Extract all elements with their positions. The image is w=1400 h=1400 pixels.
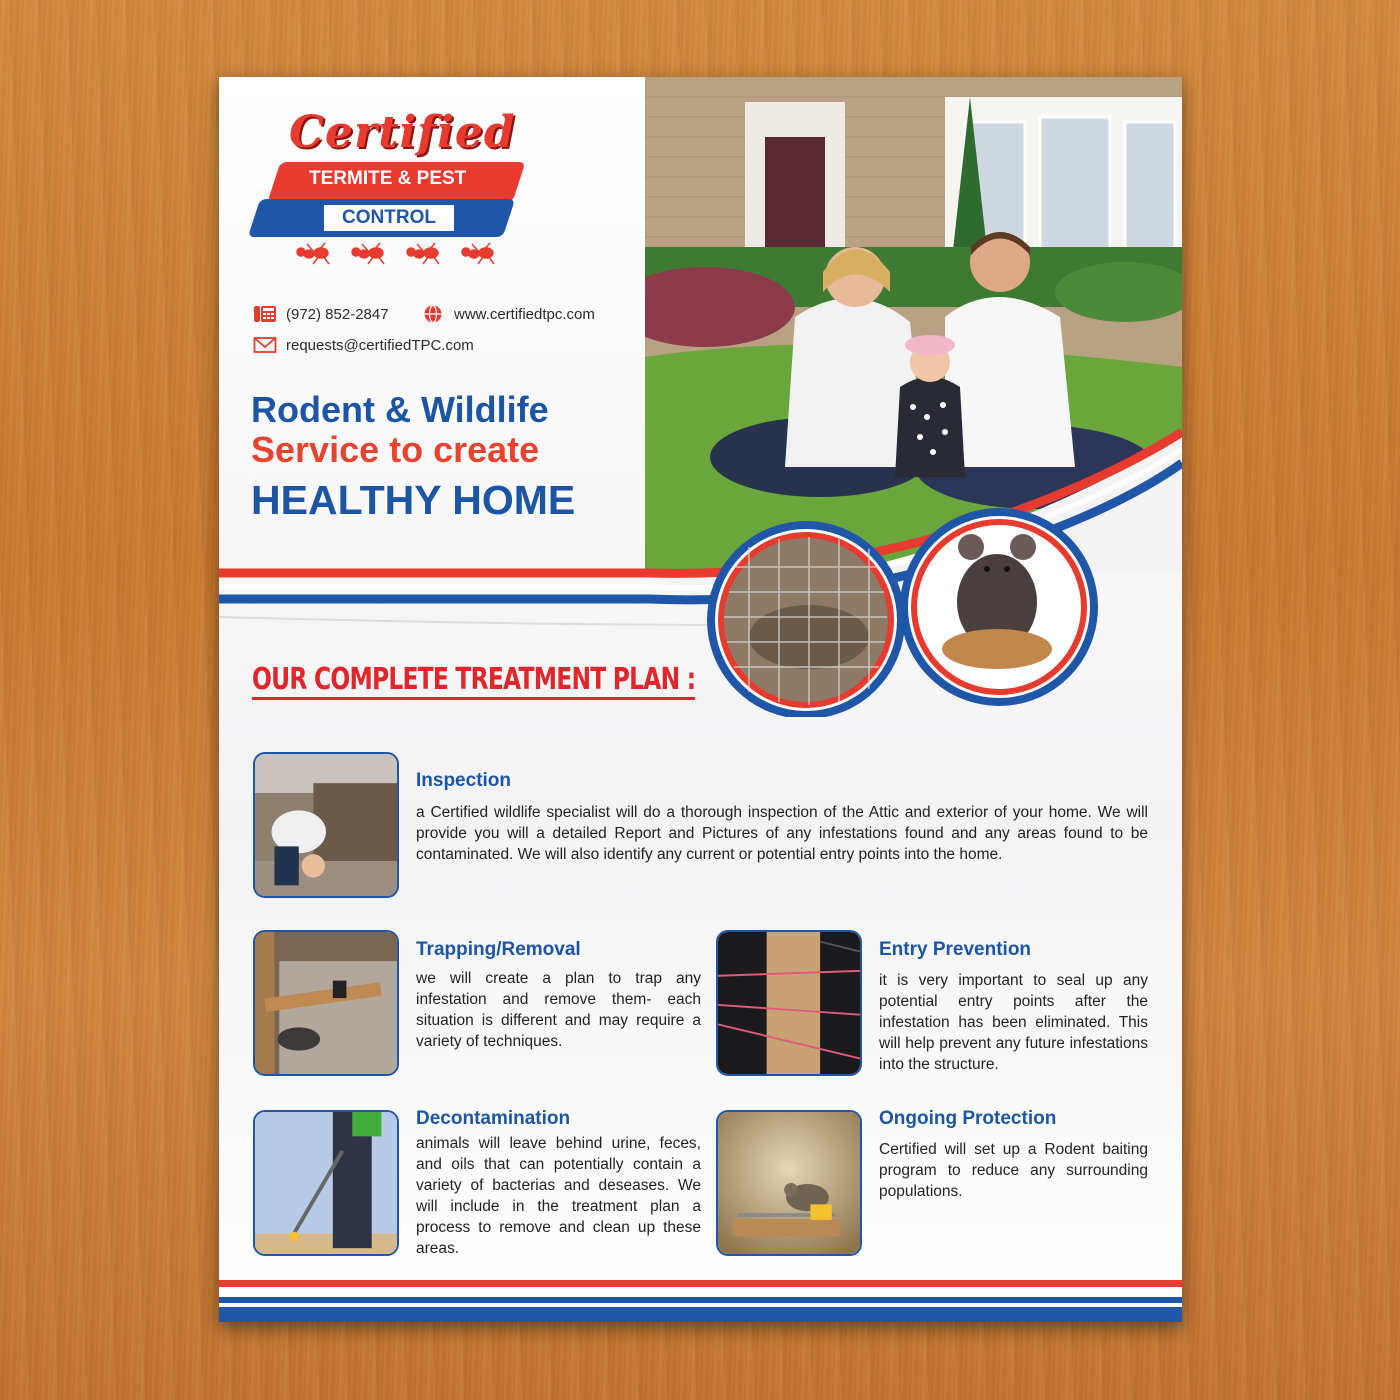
ongoing-protection-title: Ongoing Protection <box>879 1108 1057 1129</box>
inspection-text: a Certified wildlife specialist will do a thorough inspection of the Attic and exterior of your home. We will provide you will a detailed Report and Pictures of any infestations found and any areas found to be contaminated. We will also identify any current or potential entry points into the home. <box>416 804 1148 863</box>
ongoing-protection-photo <box>716 1110 862 1256</box>
trapping-photo <box>253 930 399 1076</box>
inspection-image <box>255 754 397 896</box>
treatment-plan-title: OUR COMPLETE TREATMENT PLAN : <box>252 662 695 700</box>
logo-tagline-1: TERMITE & PEST <box>309 168 467 189</box>
trapping-text: we will create a plan to trap any infestation and remove them- each situation is different and may require a variety of techniques. <box>416 970 701 1050</box>
headline-line-1: Rodent & Wildlife <box>251 389 549 430</box>
footer-stripes <box>219 1280 1182 1322</box>
decontamination-image <box>255 1112 397 1254</box>
email-link[interactable]: requests@certifiedTPC.com <box>286 336 474 354</box>
inspection-title: Inspection <box>416 770 512 791</box>
entry-prevention-photo <box>716 930 862 1076</box>
email-row <box>253 335 474 355</box>
ongoing-protection-image <box>718 1112 860 1254</box>
phone-number[interactable]: (972) 852-2847 <box>286 305 389 323</box>
phone-icon <box>253 304 277 324</box>
envelope-icon <box>253 335 277 355</box>
decontamination-text: animals will leave behind urine, feces, and oils that can potentially contain a variety of bacterias and deseases. We will include in the treatment plan a process to remove and clean up these areas. <box>416 1135 701 1257</box>
entry-prevention-title: Entry Prevention <box>879 939 1032 960</box>
phone-row <box>253 304 389 324</box>
trapping-title: Trapping/Removal <box>416 939 581 960</box>
website-link[interactable]: www.certifiedtpc.com <box>454 305 595 323</box>
entry-prevention-text: it is very important to seal up any potential entry points after the infestation has been eliminated. This will help prevent any future infestations into the structure. <box>879 972 1148 1073</box>
website-row <box>421 304 595 324</box>
entry-prevention-image <box>718 932 860 1074</box>
decontamination-title: Decontamination <box>416 1108 571 1129</box>
flyer <box>219 77 1182 1322</box>
ants-icon <box>289 240 509 266</box>
logo-wordmark: Certified <box>289 107 516 158</box>
ongoing-protection-text: Certified will set up a Rodent baiting program to reduce any surrounding populations. <box>879 1141 1148 1200</box>
headline-line-2: Service to create <box>251 429 540 470</box>
headline-line-3: HEALTHY HOME <box>251 477 576 523</box>
company-logo <box>249 107 539 267</box>
trapping-image <box>255 932 397 1074</box>
logo-tagline-2: CONTROL <box>342 207 436 228</box>
inspection-photo <box>253 752 399 898</box>
globe-icon <box>421 304 445 324</box>
decontamination-photo <box>253 1110 399 1256</box>
